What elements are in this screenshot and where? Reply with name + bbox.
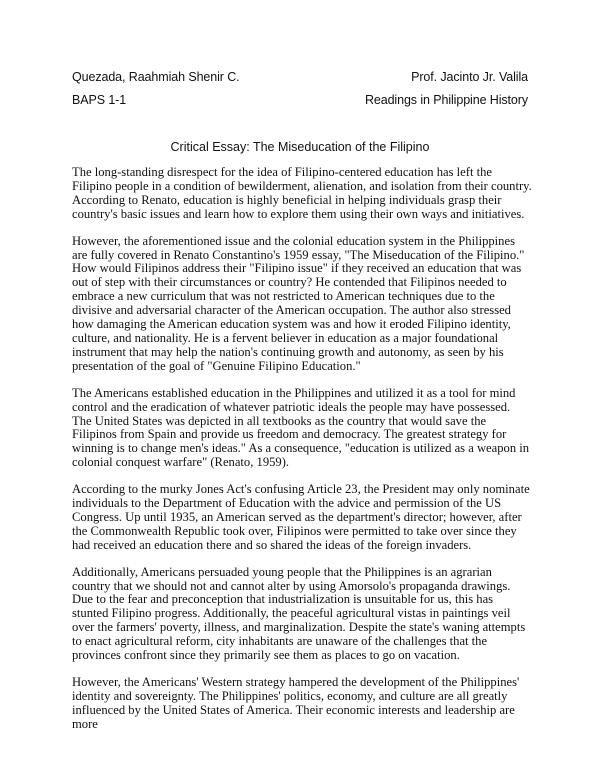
professor-name: Prof. Jacinto Jr. Valila — [411, 70, 528, 84]
class-section: BAPS 1-1 — [72, 93, 127, 107]
paragraph: Additionally, Americans persuaded young people that the Philippines is an agrarian country that we should not and cannot alter by using Amorsolo's propaganda drawings. Due to the fear and preconception that industrialization is unsuitable for us, this has stunted Filipino progress. Additionally, the peaceful agricultural vistas in paintings veil over the farmers' poverty, illness, and marginalization. Despite the state's waning attempts to enact agricultural reform, city inhabitants are unaware of the challenges that the provinces confront since they primarily see them as places to go on vacation. — [72, 564, 526, 663]
course-name: Readings in Philippine History — [364, 93, 528, 107]
paragraph: However, the aforementioned issue and the colonial education system in the Philippines are fully covered in Renato Constantino's 1959 essay, "The Miseducation of the Filipino." How would Filipinos address their "Filipino issue" if they received an education that was out of step with their circumstances or country? He contended that Filipinos needed to embrace a new curriculum that was not restricted to American techniques due to the divisive and adversarial character of the American occupation. The author also stressed how damaging the American education system was and how it eroded Filipino identity, culture, and nationality. He is a fervent believer in education as a major foundational instrument that may help the nation's continuing growth and autonomy, as seen by his presentation of the goal of "Genuine Filipino Education." — [72, 233, 525, 373]
paragraph: According to the murky Jones Act's confusing Article 23, the President may only nominate individuals to the Department of Education with the advice and permission of the US Congress. Up until 1935, an American served as the department's director; however, after the Commonwealth Republic took over, Filipinos were permitted to take over since they had received an education there and so shared the ideas of the foreign invaders. — [72, 482, 530, 552]
paragraph: The long-standing disrespect for the idea of Filipino-centered education has left the Filipino people in a condition of bewilderment, alienation, and isolation from their country. According to Renato, education is highly beneficial in helping individuals grasp their country's basic issues and learn how to explore them using their own ways and initiatives. — [72, 165, 532, 221]
essay-body — [72, 166, 532, 745]
paragraph: However, the Americans' Western strategy hampered the development of the Philippines' identity and sovereignty. The Philippines' politics, economy, and culture are all greatly influenced by the United States of America. Their economic interests and leadership are more — [72, 675, 520, 731]
essay-title: Critical Essay: The Miseducation of the Filipino — [170, 140, 430, 154]
paragraph: The Americans established education in the Philippines and utilized it as a tool for mind control and the eradication of whatever patriotic ideals the people may have possessed. The United States was depicted in all textbooks as the country that would save the Filipinos from Spain and provide us freedom and democracy. The greatest strategy for winning is to change men's ideas." As a consequence, "education is utilized as a weapon in colonial conquest warfare" (Renato, 1959). — [72, 385, 530, 470]
student-name: Quezada, Raahmiah Shenir C. — [72, 70, 240, 84]
